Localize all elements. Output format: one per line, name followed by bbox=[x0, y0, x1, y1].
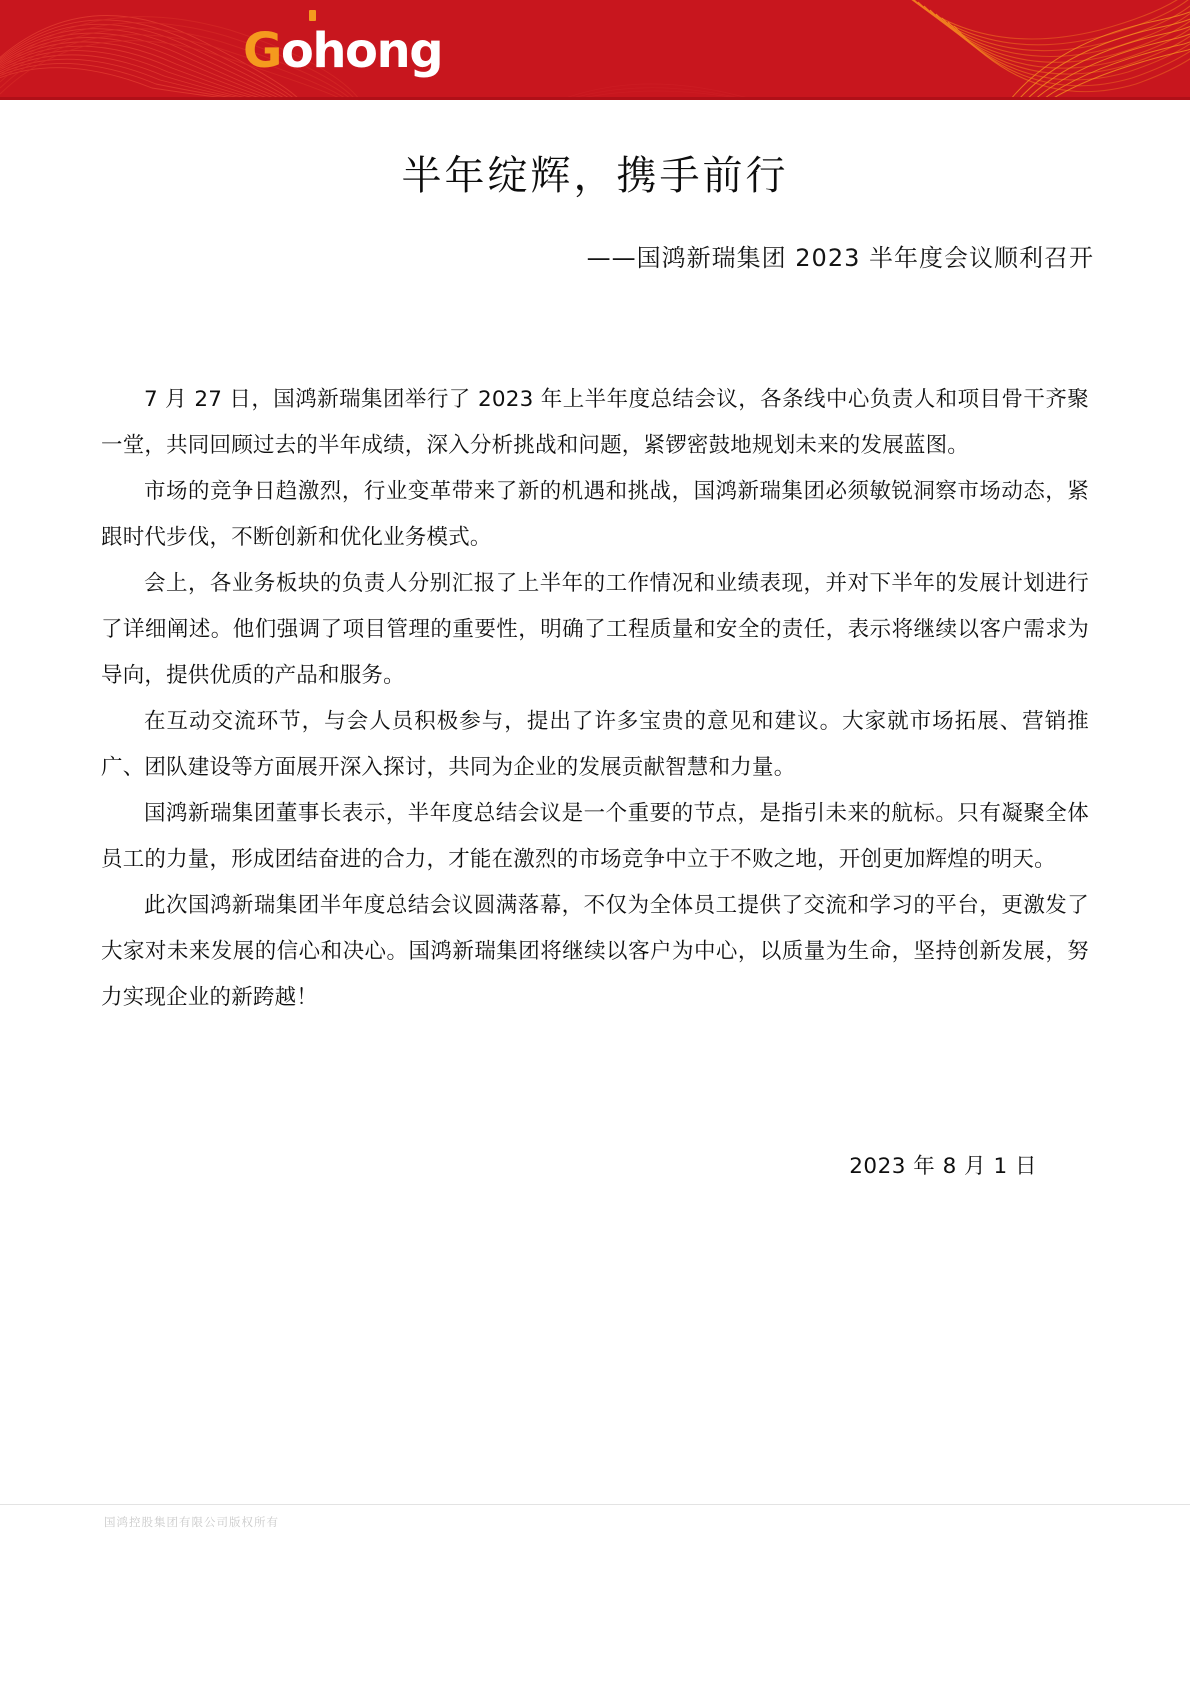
logo-text-ohong bbox=[280, 23, 443, 79]
gohong-logo bbox=[243, 23, 443, 79]
header-banner bbox=[0, 0, 1190, 100]
title-block bbox=[95, 100, 1095, 273]
footer-divider bbox=[0, 1504, 1190, 1505]
document-date: 2023 年 8 月 1 日 bbox=[849, 1154, 1037, 1179]
paragraph: 国鸿新瑞集团董事长表示，半年度总结会议是一个重要的节点，是指引未来的航标。只有凝聚全体员工的力量，形成团结奋进的合力，才能在激烈的市场竞争中立于不败之地，开创更加辉煌的明天。 bbox=[101, 801, 1089, 872]
page-subtitle: ——国鸿新瑞集团 2023 半年度会议顺利召开 bbox=[586, 244, 1094, 272]
page-footer bbox=[0, 1464, 1190, 1684]
article-body bbox=[95, 377, 1095, 1021]
paragraph: 会上，各业务板块的负责人分别汇报了上半年的工作情况和业绩表现，并对下半年的发展计划进行了详细阐述。他们强调了项目管理的重要性，明确了工程质量和安全的责任，表示将继续以客户需求为导向，提供优质的产品和服务。 bbox=[101, 571, 1089, 688]
paragraph: 市场的竞争日趋激烈，行业变革带来了新的机遇和挑战，国鸿新瑞集团必须敏锐洞察市场动态，紧跟时代步伐，不断创新和优化业务模式。 bbox=[101, 479, 1089, 550]
logo-rest-label: ohong bbox=[280, 23, 443, 79]
footer-copyright: 国鸿控股集团有限公司版权所有 bbox=[104, 1515, 279, 1529]
page-title: 半年绽辉，携手前行 bbox=[401, 153, 789, 199]
logo-accent-dot bbox=[309, 10, 316, 21]
banner-decorative-graphic bbox=[0, 0, 1190, 100]
paragraph: 在互动交流环节，与会人员积极参与，提出了许多宝贵的意见和建议。大家就市场拓展、营销推广、团队建设等方面展开深入探讨，共同为企业的发展贡献智慧和力量。 bbox=[101, 709, 1089, 780]
paragraph: 此次国鸿新瑞集团半年度总结会议圆满落幕，不仅为全体员工提供了交流和学习的平台，更激发了大家对未来发展的信心和决心。国鸿新瑞集团将继续以客户为中心，以质量为生命，坚持创新发展，努力实现企业的新跨越！ bbox=[101, 893, 1089, 1010]
logo-letter-g: G bbox=[243, 23, 281, 79]
paragraph: 7 月 27 日，国鸿新瑞集团举行了 2023 年上半年度总结会议，各条线中心负责人和项目骨干齐聚一堂，共同回顾过去的半年成绩，深入分析挑战和问题，紧锣密鼓地规划未来的发展蓝图。 bbox=[101, 387, 1089, 458]
document-page bbox=[0, 100, 1190, 1180]
